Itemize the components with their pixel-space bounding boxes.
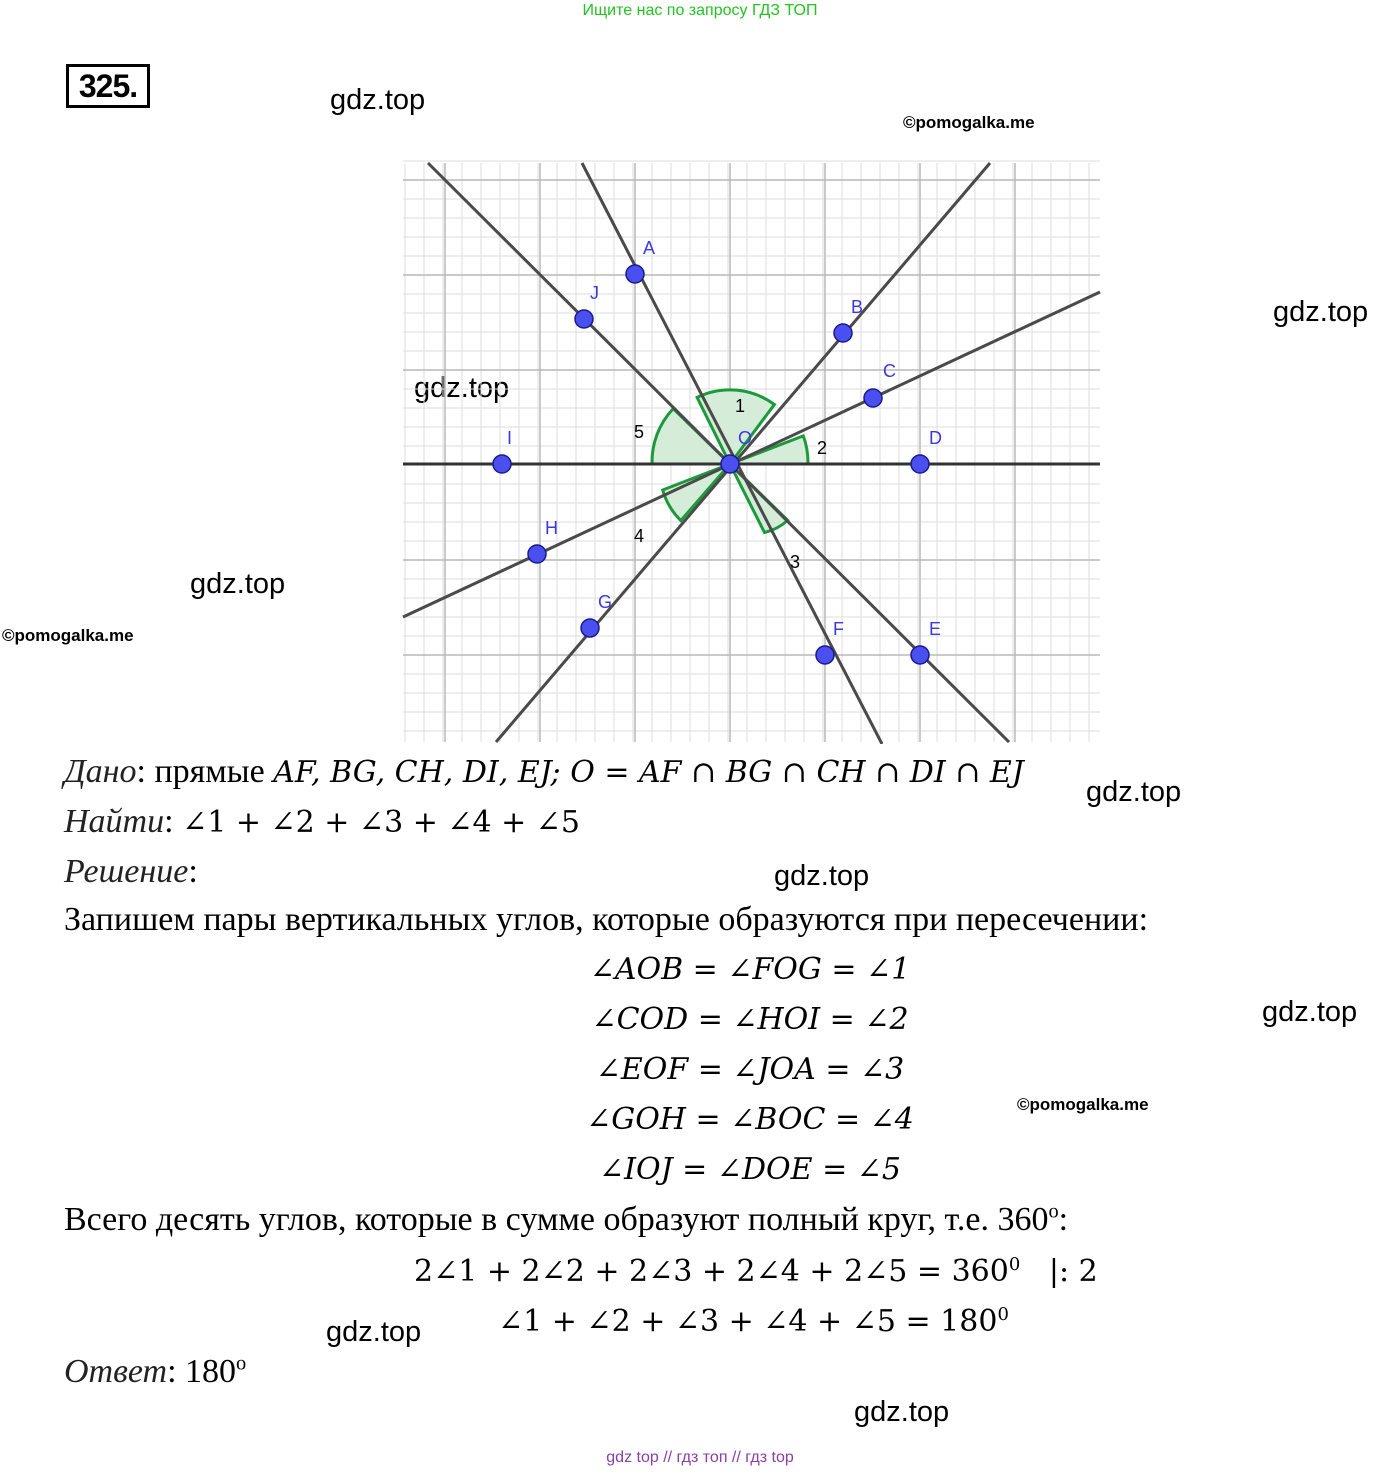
point-label-g: G	[598, 592, 613, 612]
geometry-figure	[400, 160, 1102, 744]
solution-summary: Всего десять углов, которые в сумме образуют полный круг, т.е. $360^о$:	[64, 1200, 1069, 1238]
point-label-h: H	[545, 518, 558, 538]
watermark-gdz: gdz.top	[414, 372, 510, 404]
watermark-gdz: gdz.top	[1086, 776, 1182, 808]
point-label-o: O	[738, 428, 753, 448]
point-label-a: A	[643, 238, 656, 258]
degree-mark: о	[1048, 1200, 1059, 1223]
point-label-e: E	[929, 619, 942, 639]
point-d	[911, 455, 929, 473]
point-j	[575, 310, 593, 328]
point-label-c: C	[883, 361, 896, 381]
point-label-i: I	[507, 428, 513, 448]
point-label-b: B	[851, 297, 864, 317]
angle-pair: ∠IOJ = ∠DOE = ∠5	[599, 1152, 901, 1187]
solution-label-line	[64, 852, 198, 892]
given-text: : прямые	[136, 753, 274, 790]
watermark-pomogalka: ©pomogalka.me	[2, 626, 134, 645]
lines	[403, 163, 1100, 744]
point-i	[493, 455, 511, 473]
equation-doubled: 2∠1 + 2∠2 + 2∠3 + 2∠4 + 2∠5 = $360^0$ |: 2	[414, 1254, 1098, 1289]
point-o	[721, 455, 739, 473]
answer-line: Ответ: $180^о$	[64, 1352, 247, 1390]
watermark-gdz: gdz.top	[774, 860, 870, 892]
point-g	[581, 619, 599, 637]
watermark-gdz: gdz.top	[330, 84, 426, 116]
footer-links: gdz top // гдз топ // гдз top	[606, 1449, 794, 1466]
given-line	[64, 752, 1024, 793]
angle-pair: ∠EOF = ∠JOA = ∠3	[595, 1052, 905, 1087]
given-label: Дано	[64, 753, 137, 790]
find-text: :	[164, 803, 183, 840]
point-b	[834, 324, 852, 342]
watermark-gdz: gdz.top	[326, 1316, 422, 1348]
point-c	[864, 389, 882, 407]
watermark-gdz: gdz.top	[1273, 296, 1369, 328]
point-h	[528, 545, 546, 563]
solution-colon: :	[188, 853, 198, 890]
grid	[403, 161, 1100, 742]
point-e	[911, 646, 929, 664]
problem-number: 325.	[66, 64, 150, 108]
point-f	[816, 646, 834, 664]
find-label: Найти	[64, 803, 165, 840]
angle-label-5: 5	[634, 422, 645, 442]
angle-label-3: 3	[790, 552, 801, 572]
point-label-j: J	[590, 283, 599, 303]
watermark-pomogalka: ©pomogalka.me	[1017, 1095, 1149, 1114]
line-CH	[403, 292, 1100, 617]
watermark-gdz: gdz.top	[190, 568, 286, 600]
angle-pair: ∠GOH = ∠BOC = ∠4	[586, 1102, 914, 1137]
point-label-d: D	[929, 428, 942, 448]
angle-label-4: 4	[634, 526, 645, 546]
watermark-gdz: gdz.top	[1262, 996, 1358, 1028]
find-math: ∠1 + ∠2 + ∠3 + ∠4 + ∠5	[182, 805, 581, 840]
equation-result: ∠1 + ∠2 + ∠3 + ∠4 + ∠5 = $180^0$	[498, 1304, 1009, 1339]
angle-label-1: 1	[735, 396, 746, 416]
angle-pair: ∠AOB = ∠FOG = ∠1	[589, 952, 911, 987]
answer-label: Ответ	[64, 1353, 168, 1390]
line-AF	[582, 163, 882, 744]
point-a	[626, 265, 644, 283]
given-math: AF, BG, CH, DI, EJ; O = AF ∩ BG ∩ CH ∩ DI ∩ EJ	[273, 755, 1024, 790]
solution-intro: Запишем пары вертикальных углов, которые образуются при пересечении:	[64, 901, 1149, 938]
top-banner: Ищите нас по запросу ГДЗ ТОП	[582, 2, 818, 19]
watermark-gdz: gdz.top	[854, 1396, 950, 1428]
degree-mark: о	[236, 1352, 247, 1375]
point-label-f: F	[833, 619, 844, 639]
solution-label: Решение	[64, 853, 189, 890]
watermark-pomogalka: ©pomogalka.me	[903, 113, 1035, 132]
angle-pair: ∠COD = ∠HOI = ∠2	[591, 1002, 909, 1037]
angle-label-2: 2	[817, 438, 828, 458]
find-line	[64, 802, 580, 843]
